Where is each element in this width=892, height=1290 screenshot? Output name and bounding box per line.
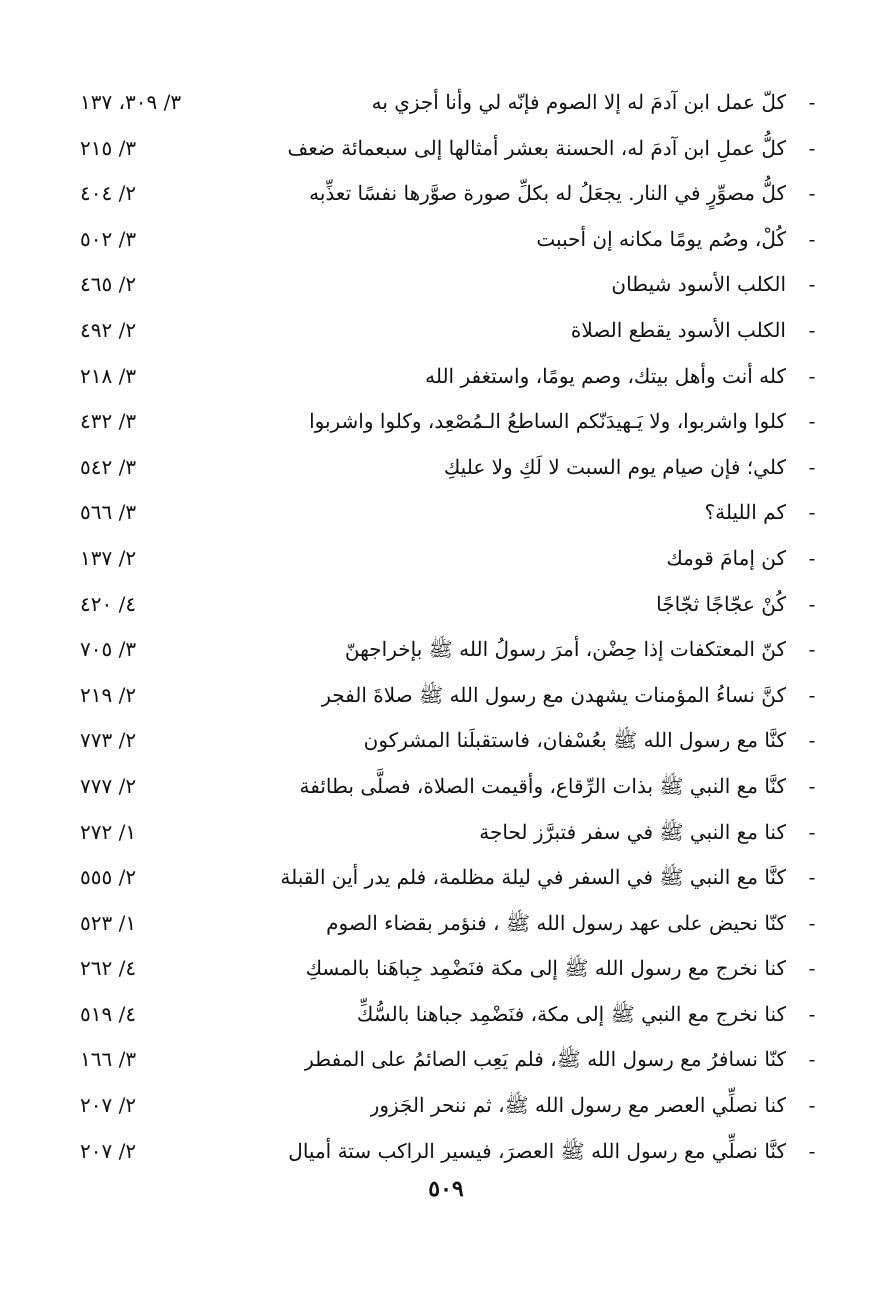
hadith-text: كنا نخرج مع النبي ﷺ إلى مكة، فنَضْمِد جباهنا بالسُّكِّ (356, 1001, 786, 1026)
hadith-text: كنّ المعتكفات إذا حِضْن، أمرَ رسولُ الله ﷺ بإخراجهنّ (344, 637, 786, 662)
volume-page-reference: ٤/ ٤٢٠ (80, 591, 137, 616)
volume-page-reference: ٣/ ٧٠٥ (80, 637, 137, 662)
index-entry (70, 536, 822, 582)
entry-dash: - (808, 591, 816, 616)
volume-page-reference: ٣/ ٣٠٩، ١٣٧ (80, 90, 182, 114)
hadith-text: كنَّا مع النبي ﷺ في السفر في ليلة مظلمة، فلم يدر أين القبلة (280, 865, 786, 890)
volume-page-reference: ٢/ ٢٠٧ (80, 1093, 137, 1118)
hadith-text: كنّا نسافرُ مع رسول الله ﷺ، فلم يَعِب الصائمُ على المفطر (304, 1047, 786, 1072)
volume-page-reference: ٢/ ٤٦٥ (80, 272, 137, 297)
entry-dash: - (808, 1047, 816, 1072)
index-entry (70, 992, 822, 1038)
entry-dash: - (808, 226, 816, 251)
hadith-text: كلوا واشربوا، ولا يَـهيدَنّكم الساطعُ الـمُصْعِد، وكلوا واشربوا (309, 409, 786, 434)
index-entry (70, 1083, 822, 1129)
index-entry (70, 764, 822, 810)
entry-dash: - (808, 454, 816, 479)
volume-page-reference: ٣/ ٥٠٢ (80, 226, 137, 251)
entry-dash: - (808, 363, 816, 388)
entry-dash: - (808, 272, 816, 297)
volume-page-reference: ٢/ ١٣٧ (80, 545, 137, 570)
volume-page-reference: ٣/ ٢١٥ (80, 135, 137, 160)
index-entry (70, 855, 822, 901)
volume-page-reference: ٤/ ٢٦٢ (80, 956, 137, 981)
hadith-text: كنَّ نساءُ المؤمنات يشهدن مع رسول الله ﷺ صلاةَ الفجر (321, 682, 786, 707)
entry-dash: - (808, 409, 816, 434)
hadith-text: كنا نصلِّي العصر مع رسول الله ﷺ، ثم ننحر الجَزور (369, 1093, 786, 1118)
index-entry (70, 946, 822, 992)
hadith-text: كُلْ، وصُم يومًا مكانه إن أحببت (536, 226, 786, 251)
volume-page-reference: ٣/ ٥٦٦ (80, 500, 137, 525)
hadith-index-list (70, 80, 822, 1174)
hadith-text: كلُّ عملِ ابن آدمَ له، الحسنة بعشر أمثالها إلى سبعمائة ضعف (287, 135, 786, 160)
entry-dash: - (808, 545, 816, 570)
index-entry (70, 627, 822, 673)
hadith-text: كُنْ عجّاجًا ثجّاجًا (656, 591, 786, 616)
hadith-text: كنا مع النبي ﷺ في سفر فتبرَّز لحاجة (479, 819, 786, 844)
hadith-text: كله أنت وأهل بيتك، وصم يومًا، واستغفر الله (425, 363, 786, 388)
hadith-text: كم الليلة؟ (704, 500, 786, 525)
volume-page-reference: ٢/ ٧٧٣ (80, 728, 137, 753)
hadith-text: كلُّ مصوِّرٍ في النار. يجعَلُ له بكلِّ صورة صوَّرها نفسًا تعذِّبه (309, 181, 786, 206)
hadith-text: كنّا نحيض على عهد رسول الله ﷺ ، فنؤمر بقضاء الصوم (326, 910, 786, 935)
index-entry (70, 399, 822, 445)
entry-dash: - (808, 956, 816, 981)
entry-dash: - (808, 90, 816, 114)
volume-page-reference: ٢/ ٧٧٧ (80, 773, 137, 798)
index-entry (70, 718, 822, 764)
entry-dash: - (808, 181, 816, 206)
entry-dash: - (808, 637, 816, 662)
volume-page-reference: ٣/ ٤٣٢ (80, 409, 137, 434)
hadith-text: كلّ عمل ابن آدمَ له إلا الصوم فإنّه لي وأنا أجزي به (371, 90, 786, 114)
volume-page-reference: ١/ ٢٧٢ (80, 819, 137, 844)
entry-dash: - (808, 500, 816, 525)
entry-dash: - (808, 682, 816, 707)
index-entry (70, 171, 822, 217)
index-entry (70, 308, 822, 354)
entry-dash: - (808, 1138, 816, 1163)
entry-dash: - (808, 1093, 816, 1118)
index-entry (70, 126, 822, 172)
volume-page-reference: ٢/ ٢٠٧ (80, 1138, 137, 1163)
index-entry (70, 1037, 822, 1083)
volume-page-reference: ٤/ ٥١٩ (80, 1001, 137, 1026)
volume-page-reference: ١/ ٥٢٣ (80, 910, 137, 935)
hadith-text: الكلب الأسود يقطع الصلاة (570, 317, 786, 342)
hadith-text: كن إمامَ قومك (666, 545, 786, 570)
hadith-text: كلي؛ فإن صيام يوم السبت لا لَكِ ولا عليكِ (443, 454, 786, 479)
hadith-text: كنا نخرج مع رسول الله ﷺ إلى مكة فنَضْمِد جِباهَنا بالمسكِ (305, 956, 786, 981)
index-entry (70, 262, 822, 308)
volume-page-reference: ٣/ ١٦٦ (80, 1047, 137, 1072)
entry-dash: - (808, 773, 816, 798)
volume-page-reference: ٢/ ٤٠٤ (80, 181, 137, 206)
hadith-text: الكلب الأسود شيطان (611, 272, 786, 297)
volume-page-reference: ٢/ ٢١٩ (80, 682, 137, 707)
volume-page-reference: ٣/ ٢١٨ (80, 363, 137, 388)
entry-dash: - (808, 135, 816, 160)
index-entry (70, 80, 822, 126)
hadith-text: كنَّا نصلِّي مع رسول الله ﷺ العصرَ، فيسير الراكب ستة أميال (288, 1138, 786, 1163)
index-entry (70, 354, 822, 400)
entry-dash: - (808, 865, 816, 890)
index-entry (70, 810, 822, 856)
index-entry (70, 217, 822, 263)
hadith-text: كنَّا مع النبي ﷺ بذات الرِّقاع، وأقيمت الصلاة، فصلَّى بطائفة (299, 773, 786, 798)
index-entry (70, 1129, 822, 1175)
index-entry (70, 582, 822, 628)
entry-dash: - (808, 819, 816, 844)
entry-dash: - (808, 910, 816, 935)
volume-page-reference: ٣/ ٥٤٢ (80, 454, 137, 479)
entry-dash: - (808, 728, 816, 753)
hadith-text: كنَّا مع رسول الله ﷺ بعُسْفان، فاستقبلَنا المشركون (363, 728, 786, 753)
entry-dash: - (808, 317, 816, 342)
entry-dash: - (808, 1001, 816, 1026)
index-entry (70, 445, 822, 491)
index-entry (70, 673, 822, 719)
index-entry (70, 490, 822, 536)
index-entry (70, 901, 822, 947)
volume-page-reference: ٢/ ٥٥٥ (80, 865, 137, 890)
volume-page-reference: ٢/ ٤٩٢ (80, 317, 137, 342)
page-number: ٥٠٩ (428, 1176, 464, 1202)
